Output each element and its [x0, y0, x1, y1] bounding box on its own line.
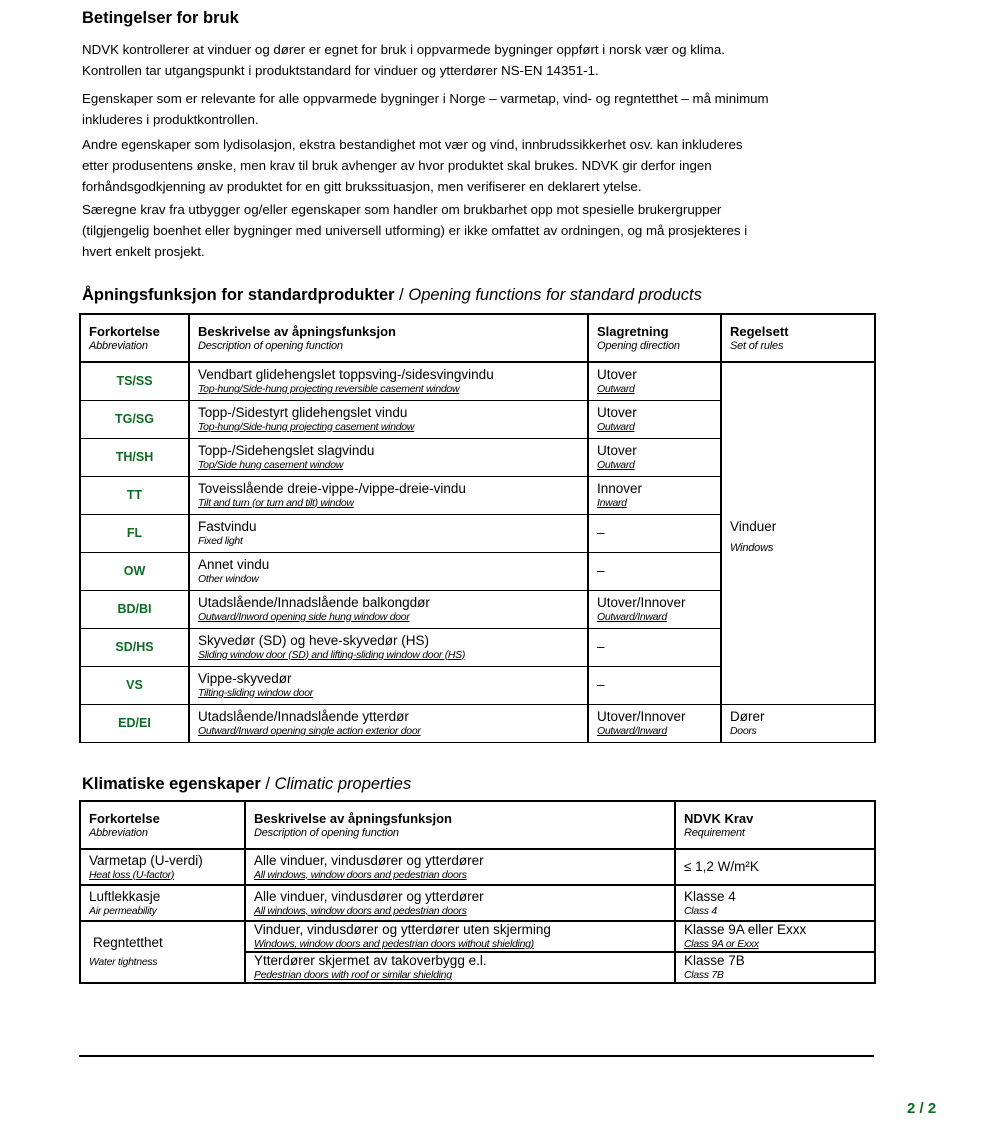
table-row: [80, 362, 875, 400]
table-header-row: [80, 314, 875, 362]
footer-divider: [79, 1055, 874, 1057]
climatic-properties-table: [79, 800, 876, 984]
abbreviation-cell: TS/SS: [80, 362, 189, 400]
intro-paragraph: [82, 88, 882, 130]
abbreviation-cell: TT: [80, 476, 189, 514]
requirement-cell: Klasse 4 Class 4: [675, 885, 875, 921]
direction-cell: Utover Outward: [588, 362, 721, 400]
abbreviation-cell: ED/EI: [80, 704, 189, 742]
header-cell: Beskrivelse av åpningsfunksjon Description of opening function: [189, 314, 588, 362]
abbreviation-cell: BD/BI: [80, 590, 189, 628]
direction-cell: Utover Outward: [588, 438, 721, 476]
intro-paragraph: [82, 134, 882, 197]
property-cell: Varmetap (U-verdi) Heat loss (U-factor): [80, 849, 245, 885]
description-cell: Alle vinduer, vindusdører og ytterdører All windows, window doors and pedestrian doors: [245, 885, 675, 921]
description-cell: Ytterdører skjermet av takoverbygg e.l. Pedestrian doors with roof or similar shielding: [245, 952, 675, 983]
direction-cell: Innover Inward: [588, 476, 721, 514]
intro-paragraph: [82, 199, 882, 262]
requirement-cell: Klasse 9A eller Exxx Class 9A or Exxx: [675, 921, 875, 952]
table-header-row: [80, 801, 875, 849]
direction-cell: Utover/Innover Outward/Inward: [588, 590, 721, 628]
section-title-separator: /: [260, 775, 275, 793]
abbreviation-cell: VS: [80, 666, 189, 704]
rules-cell-doors: Dører Doors: [721, 704, 875, 742]
table-row: [80, 704, 875, 742]
header-cell: Regelsett Set of rules: [721, 314, 875, 362]
page-number: 2 / 2: [907, 1100, 937, 1117]
section-title-en: Climatic properties: [274, 775, 412, 793]
requirement-cell: Klasse 7B Class 7B: [675, 952, 875, 983]
paragraph-line: inkluderes i produktkontrollen.: [82, 112, 259, 127]
opening-functions-table: [79, 313, 876, 743]
requirement-cell: ≤ 1,2 W/m²K: [675, 849, 875, 885]
table-row: [80, 921, 875, 952]
intro-paragraph: [82, 39, 882, 81]
paragraph-line: hvert enkelt prosjekt.: [82, 244, 205, 259]
section-title-no: Klimatiske egenskaper: [82, 775, 261, 793]
climate-section-title: [82, 775, 411, 794]
paragraph-line: (tilgjengelig boenhet eller bygninger med universell utforming) er ikke omfattet av ordningen, og må prosjekteres i: [82, 223, 748, 238]
direction-cell: –: [588, 628, 721, 666]
description-cell: Utadslående/Innadslående ytterdør Outward/Inward opening single action exterior door: [189, 704, 588, 742]
description-cell: Fastvindu Fixed light: [189, 514, 588, 552]
paragraph-line: Egenskaper som er relevante for alle oppvarmede bygninger i Norge – varmetap, vind- og regntetthet – må minimum: [82, 91, 769, 106]
header-cell: Forkortelse Abbreviation: [80, 314, 189, 362]
paragraph-line: Kontrollen tar utgangspunkt i produktstandard for vinduer og ytterdører NS-EN 14351-1.: [82, 63, 599, 78]
section-title-no: Åpningsfunksjon for standardprodukter: [82, 286, 395, 304]
header-cell: Slagretning Opening direction: [588, 314, 721, 362]
table-row: [80, 849, 875, 885]
description-cell: Utadslående/Innadslående balkongdør Outward/Inword opening side hung window door: [189, 590, 588, 628]
paragraph-line: etter produsentens ønske, men krav til bruk avhenger av hvor produktet skal brukes. NDVK gir derfor ingen: [82, 158, 712, 173]
paragraph-line: Andre egenskaper som lydisolasjon, ekstra bestandighet mot vær og vind, innbrudssikkerhet osv. kan inkluderes: [82, 137, 743, 152]
table-row: [80, 885, 875, 921]
abbreviation-cell: FL: [80, 514, 189, 552]
property-cell: Regntetthet Water tightness: [80, 921, 245, 983]
direction-cell: Utover Outward: [588, 400, 721, 438]
header-cell: NDVK Krav Requirement: [675, 801, 875, 849]
header-cell: Forkortelse Abbreviation: [80, 801, 245, 849]
abbreviation-cell: OW: [80, 552, 189, 590]
description-cell: Alle vinduer, vindusdører og ytterdører All windows, window doors and pedestrian doors: [245, 849, 675, 885]
paragraph-line: forhåndsgodkjenning av produktet for en gitt brukssituasjon, men verifiserer en deklarert ytelse.: [82, 179, 642, 194]
description-cell: Annet vindu Other window: [189, 552, 588, 590]
paragraph-line: Særegne krav fra utbygger og/eller egenskaper som handler om brukbarhet opp mot spesielle brukergrupper: [82, 202, 722, 217]
description-cell: Vendbart glidehengslet toppsving-/sidesvingvindu Top-hung/Side-hung projecting reversible casement window: [189, 362, 588, 400]
abbreviation-cell: TG/SG: [80, 400, 189, 438]
opening-section-title: [82, 286, 702, 305]
description-cell: Topp-/Sidestyrt glidehengslet vindu Top-hung/Side-hung projecting casement window: [189, 400, 588, 438]
paragraph-line: NDVK kontrollerer at vinduer og dører er egnet for bruk i oppvarmede bygninger oppført i norsk vær og klima.: [82, 42, 725, 57]
direction-cell: –: [588, 552, 721, 590]
description-cell: Vinduer, vindusdører og ytterdører uten skjerming Windows, window doors and pedestrian doors without shielding): [245, 921, 675, 952]
abbreviation-cell: SD/HS: [80, 628, 189, 666]
description-cell: Topp-/Sidehengslet slagvindu Top/Side hung casement window: [189, 438, 588, 476]
direction-cell: –: [588, 514, 721, 552]
description-cell: Vippe-skyvedør Tilting-sliding window door: [189, 666, 588, 704]
section-title-separator: /: [394, 286, 409, 304]
abbreviation-cell: TH/SH: [80, 438, 189, 476]
section-title-en: Opening functions for standard products: [408, 286, 702, 304]
rules-cell-windows: Vinduer Windows: [721, 362, 875, 704]
property-cell: Luftlekkasje Air permeability: [80, 885, 245, 921]
direction-cell: –: [588, 666, 721, 704]
direction-cell: Utover/Innover Outward/Inward: [588, 704, 721, 742]
page-title: Betingelser for bruk: [82, 9, 239, 27]
description-cell: Skyvedør (SD) og heve-skyvedør (HS) Sliding window door (SD) and lifting-sliding window door (HS): [189, 628, 588, 666]
description-cell: Toveisslående dreie-vippe-/vippe-dreie-vindu Tilt and turn (or turn and tilt) window: [189, 476, 588, 514]
header-cell: Beskrivelse av åpningsfunksjon Description of opening function: [245, 801, 675, 849]
